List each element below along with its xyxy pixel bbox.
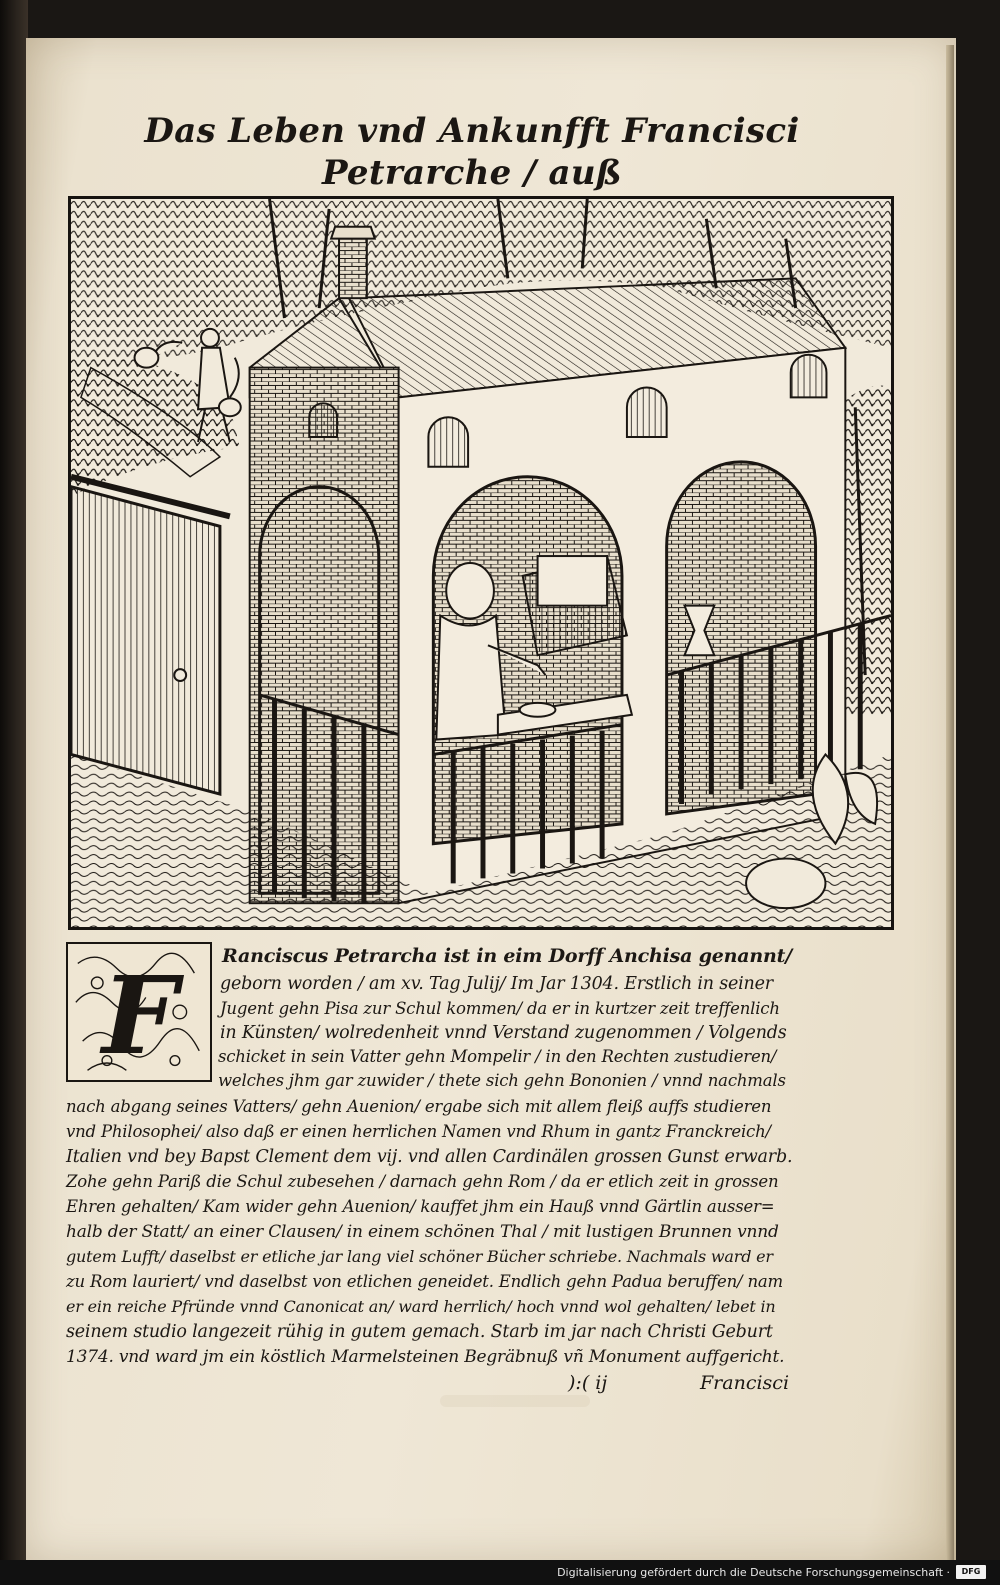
- initial-letter: F: [102, 953, 178, 1079]
- page-edge: [946, 45, 954, 1560]
- body-line-5: schicket in sein Vatter gehn Mompelir / in den Rechten zustudieren/: [218, 1047, 777, 1066]
- funding-credit: Digitalisierung gefördert durch die Deutsche Forschungsgemeinschaft ·: [557, 1566, 950, 1579]
- body-line-8: vnd Philosophei/ also daß er einen herrlichen Namen vnd Rhum in gantz Franckreich/: [66, 1122, 771, 1141]
- decorated-initial: [66, 942, 212, 1082]
- floral-initial-icon: [68, 944, 210, 1080]
- body-line-3: Jugent gehn Pisa zur Schul kommen/ da er in kurtzer zeit treffenlich: [220, 999, 780, 1018]
- body-line-9: Italien vnd bey Bapst Clement dem vij. vnd allen Cardinälen grossen Gunst erwarb.: [66, 1147, 793, 1167]
- body-line-13: gutem Lufft/ daselbst er etliche jar lang viel schöner Bücher schriebe. Nachmals ward er: [66, 1247, 773, 1266]
- body-line-4: in Künsten/ wolredenheit vnnd Verstand zugenommen / Volgends: [220, 1023, 787, 1043]
- body-line-7: nach abgang seines Vatters/ gehn Auenion/ ergabe sich mit allem fleiß auffs studieren: [66, 1097, 772, 1116]
- woodcut-petrarch-study-icon: [71, 199, 891, 927]
- dfg-logo-icon: DFG: [956, 1565, 986, 1579]
- bleed-through-shadow: [440, 1395, 590, 1407]
- body-line-10: Zohe gehn Pariß die Schul zubesehen / darnach gehn Rom / da er etlich zeit in grossen: [66, 1172, 779, 1191]
- body-line-2: geborn worden / am xv. Tag Julij/ Im Jar 1304. Erstlich in seiner: [220, 974, 773, 994]
- body-line-16: seinem studio langezeit rühig in gutem gemach. Starb im jar nach Christi Geburt: [66, 1322, 773, 1342]
- title-line-1: Das Leben vnd Ankunfft Francisci Petrarche / auß: [144, 111, 800, 193]
- catchword: Francisci: [700, 1372, 790, 1394]
- book-spine: [0, 0, 28, 1560]
- body-line-15: er ein reiche Pfründe vnnd Canonicat an/ ward herrlich/ hoch vnnd wol gehalten/ lebet in: [66, 1297, 776, 1316]
- body-line-6: welches jhm gar zuwider / thete sich gehn Bononien / vnnd nachmals: [218, 1071, 786, 1090]
- body-line-17: 1374. vnd ward jm ein köstlich Marmelsteinen Begräbnuß vñ Monument auffgericht.: [66, 1347, 785, 1367]
- body-line-11: Ehren gehalten/ Kam wider gehn Auenion/ kauffet jhm ein Hauß vnnd Gärtlin ausser=: [66, 1197, 775, 1216]
- funding-banner: [0, 1560, 1000, 1585]
- body-line-14: zu Rom lauriert/ vnd daselbst von etlichen geneidet. Endlich gehn Padua beruffen/ nam: [66, 1272, 783, 1291]
- body-line-1: Ranciscus Petrarcha ist in eim Dorff Anchisa genannt/: [222, 945, 792, 967]
- woodcut-illustration: [68, 196, 894, 930]
- body-line-12: halb der Statt/ an einer Clausen/ in einem schönen Thal / mit lustigen Brunnen vnnd: [66, 1222, 779, 1242]
- signature-mark: ):( ij: [568, 1372, 608, 1394]
